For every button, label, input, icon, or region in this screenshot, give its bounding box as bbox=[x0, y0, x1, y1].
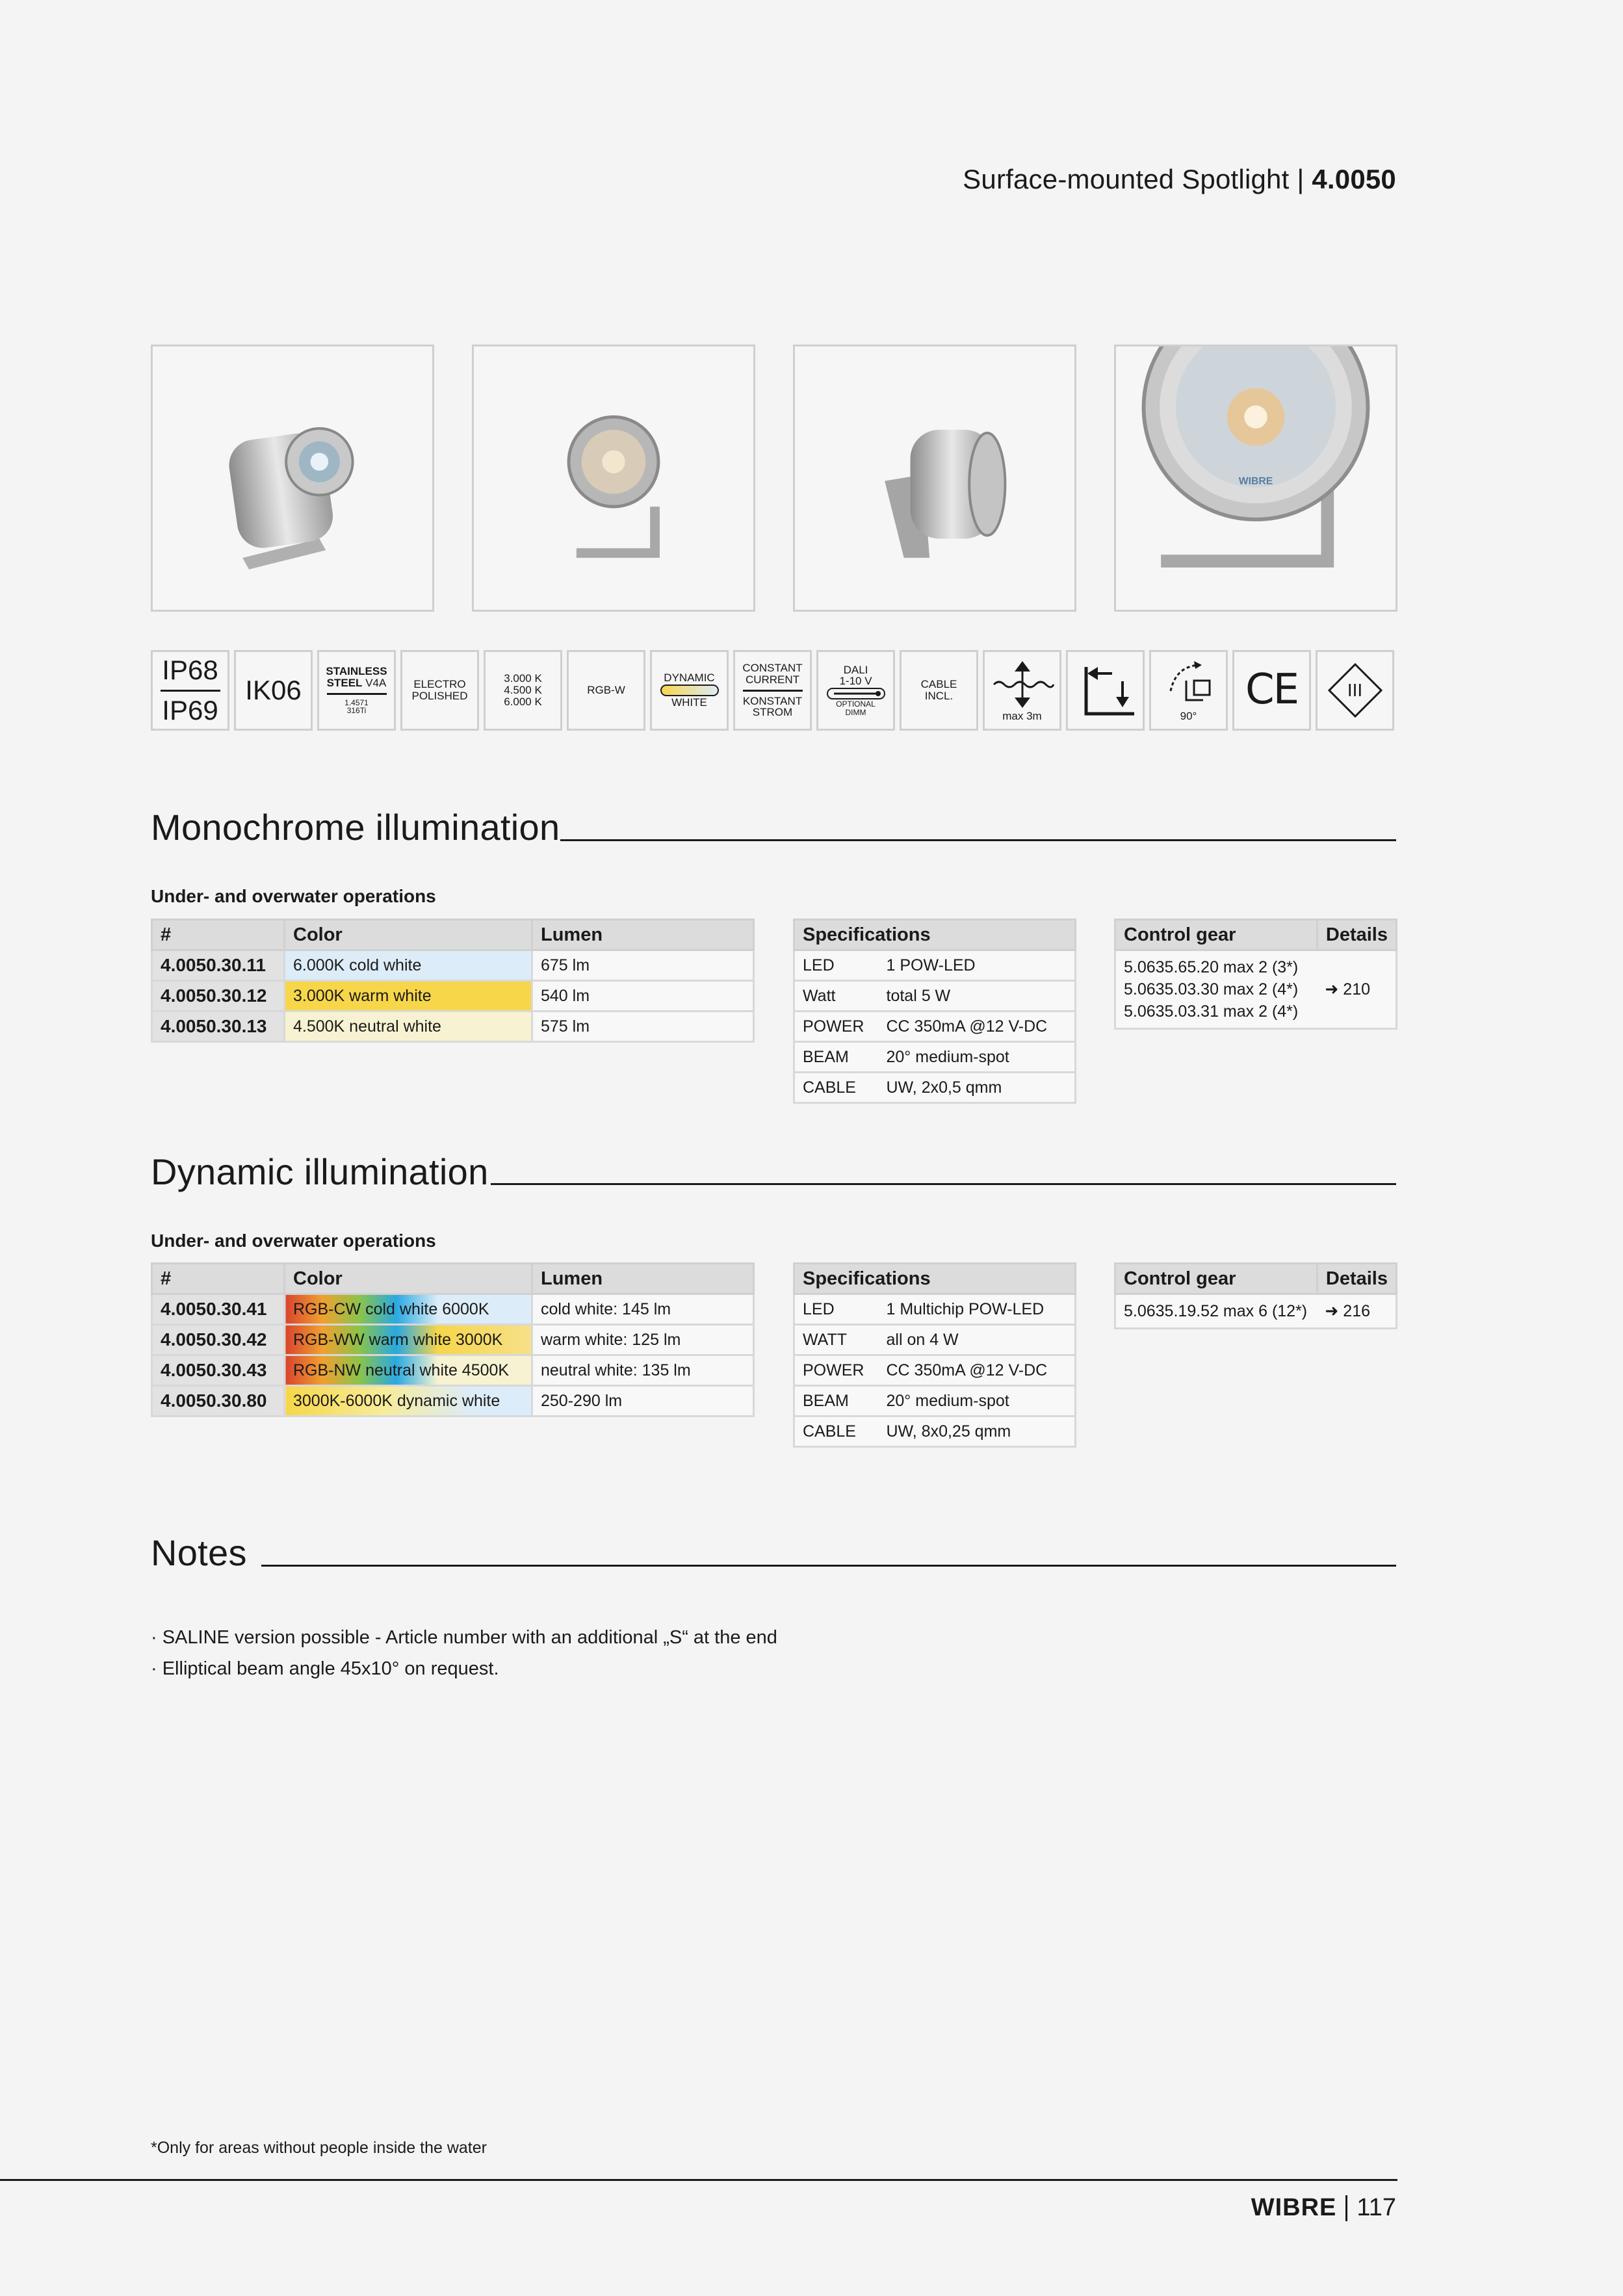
dimmer-slider-icon bbox=[826, 687, 886, 700]
table-row: 4.0050.30.11 6.000K cold white 675 lm bbox=[152, 950, 754, 981]
water-depth-icon: max 3m bbox=[983, 650, 1061, 731]
monochrome-control-gear-table bbox=[1114, 919, 1397, 1030]
table-row: POWER CC 350mA @12 V-DC bbox=[794, 1355, 1076, 1386]
table-header-row: # Color Lumen bbox=[152, 1264, 754, 1294]
table-header-row: Specifications bbox=[794, 1264, 1076, 1294]
table-row: 4.0050.30.41 RGB-CW cold white 6000K cold white: 145 lm bbox=[152, 1294, 754, 1325]
section-subtitle: Under- and overwater operations bbox=[151, 1231, 436, 1251]
tilt-angle-icon: 90° bbox=[1149, 650, 1228, 731]
protection-class-icon: III bbox=[1316, 650, 1394, 731]
table-row: 4.0050.30.80 3000K-6000K dynamic white 250-290 lm bbox=[152, 1386, 754, 1416]
table-row: WATT all on 4 W bbox=[794, 1325, 1076, 1355]
table-row: POWER CC 350mA @12 V-DC bbox=[794, 1011, 1076, 1042]
section-title-monochrome: Monochrome illumination bbox=[151, 807, 560, 848]
note-item: · SALINE version possible - Article number with an additional „S“ at the end bbox=[151, 1627, 777, 1648]
section-subtitle: Under- and overwater operations bbox=[151, 886, 436, 906]
rotation-icon bbox=[1156, 659, 1221, 711]
monochrome-product-table bbox=[151, 919, 755, 1043]
constant-current-icon: CONSTANT CURRENT KONSTANT STROM bbox=[733, 650, 812, 731]
note-item: · Elliptical beam angle 45x10° on request. bbox=[151, 1658, 499, 1679]
mounting-direction-icon bbox=[1066, 650, 1145, 731]
dynamic-product-table bbox=[151, 1262, 755, 1417]
table-row: Watt total 5 W bbox=[794, 981, 1076, 1011]
ik-rating-icon: IK06 bbox=[234, 650, 313, 731]
cable-included-icon: CABLE INCL. bbox=[900, 650, 978, 731]
page-title: Surface-mounted Spotlight | 4.0050 bbox=[963, 164, 1396, 194]
table-header-row: Control gear Details bbox=[1115, 1264, 1397, 1294]
brand-logo: WIBRE bbox=[1251, 2194, 1337, 2221]
gradient-bar-icon bbox=[660, 684, 720, 697]
product-logo: WIBRE bbox=[1238, 475, 1273, 487]
dynamic-spec-table bbox=[793, 1262, 1076, 1448]
divider bbox=[327, 693, 387, 695]
dynamic-white-icon: DYNAMIC WHITE bbox=[650, 650, 729, 731]
footer-separator bbox=[1345, 2195, 1347, 2221]
section-divider bbox=[491, 1183, 1396, 1185]
dali-dimming-icon: DALI 1-10 V OPTIONAL DIMM bbox=[816, 650, 895, 731]
ip-rating-icon: IP68 IP69 bbox=[151, 650, 229, 731]
divider bbox=[743, 690, 803, 692]
ce-mark-icon: CE bbox=[1232, 650, 1311, 731]
table-header-row: # Color Lumen bbox=[152, 920, 754, 950]
table-row: 5.0635.65.20 max 2 (3*) 5.0635.03.30 max 2 (4*) 5.0635.03.31 max 2 (4*) ➜ 210 bbox=[1115, 950, 1397, 1029]
rgbw-icon: RGB-W bbox=[567, 650, 645, 731]
footnote: *Only for areas without people inside the water bbox=[151, 2139, 487, 2157]
section-divider bbox=[261, 1565, 1396, 1567]
table-row: CABLE UW, 8x0,25 qmm bbox=[794, 1416, 1076, 1447]
dynamic-control-gear-table bbox=[1114, 1262, 1397, 1329]
table-header-row: Specifications bbox=[794, 920, 1076, 950]
table-row: 4.0050.30.13 4.500K neutral white 575 lm bbox=[152, 1011, 754, 1042]
table-row: LED 1 POW-LED bbox=[794, 950, 1076, 981]
table-row: BEAM 20° medium-spot bbox=[794, 1042, 1076, 1073]
divider bbox=[161, 690, 220, 692]
mounting-arrows-icon bbox=[1073, 658, 1138, 723]
details-link[interactable]: ➜ 216 bbox=[1317, 1294, 1396, 1329]
notes-list bbox=[151, 1622, 777, 1684]
page-footer bbox=[1251, 2194, 1396, 2222]
table-header-row: Control gear Details bbox=[1115, 920, 1397, 950]
product-image-front-side bbox=[151, 345, 434, 612]
product-image-detail bbox=[1114, 345, 1397, 612]
monochrome-spec-table bbox=[793, 919, 1076, 1104]
table-row: LED 1 Multichip POW-LED bbox=[794, 1294, 1076, 1325]
section-title-dynamic: Dynamic illumination bbox=[151, 1151, 489, 1192]
details-link[interactable]: ➜ 210 bbox=[1317, 950, 1396, 1029]
page-number: 117 bbox=[1357, 2194, 1396, 2221]
product-image-side bbox=[793, 345, 1076, 612]
table-row: BEAM 20° medium-spot bbox=[794, 1386, 1076, 1416]
table-row: 4.0050.30.42 RGB-WW warm white 3000K warm white: 125 lm bbox=[152, 1325, 754, 1355]
stainless-steel-icon: STAINLESS STEEL V4A 1.4571 316Ti bbox=[317, 650, 396, 731]
table-row: 5.0635.19.52 max 6 (12*) ➜ 216 bbox=[1115, 1294, 1397, 1329]
product-code: 4.0050 bbox=[1312, 164, 1396, 194]
table-row: CABLE UW, 2x0,5 qmm bbox=[794, 1073, 1076, 1103]
table-row: 4.0050.30.12 3.000K warm white 540 lm bbox=[152, 981, 754, 1011]
depth-arrow-icon bbox=[990, 659, 1055, 711]
product-image-front bbox=[472, 345, 755, 612]
table-row: 4.0050.30.43 RGB-NW neutral white 4500K neutral white: 135 lm bbox=[152, 1355, 754, 1386]
color-temperature-icon: 3.000 K 4.500 K 6.000 K bbox=[484, 650, 562, 731]
section-title-notes: Notes bbox=[151, 1532, 247, 1573]
footer-divider bbox=[0, 2179, 1397, 2181]
electro-polished-icon: ELECTRO POLISHED bbox=[400, 650, 479, 731]
section-divider bbox=[560, 839, 1396, 841]
